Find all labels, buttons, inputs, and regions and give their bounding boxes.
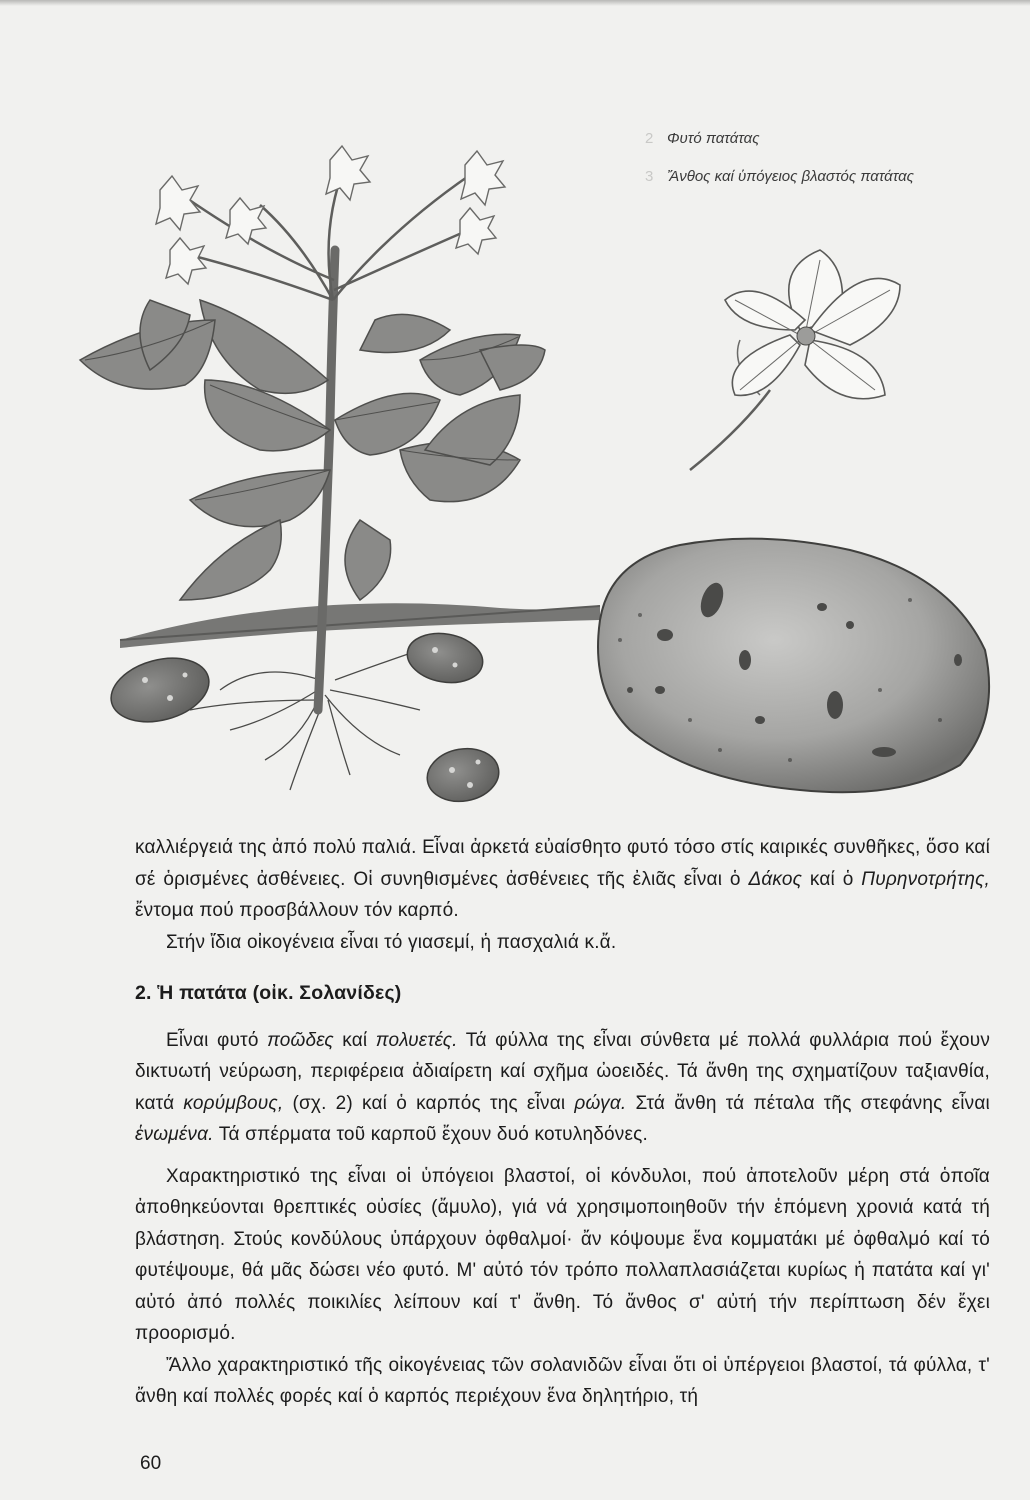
potato-paragraph xyxy=(135,1025,990,1151)
text-run: Τά φύλλα της εἶναι σύνθετα μέ πολλά φυλλάρια πού ἔχουν δικτυωτή νεύρωση, περιφέρεια ἀδιαίρετη καί σχῆμα ὠοειδές. Τά ἄνθη της σχηματίζουν ταξιανθία, κατά xyxy=(135,1029,991,1114)
intro-paragraph xyxy=(135,832,990,927)
caption-number: 2 xyxy=(645,130,654,147)
intro-line-3-mid: καί ὁ xyxy=(802,868,862,890)
potato-plant-illustration xyxy=(80,146,600,807)
term-pyrinotritis: Πυρηνοτρήτης, xyxy=(861,868,990,890)
intro-line-3-start: εἶναι ὁ xyxy=(683,868,749,890)
text-run: Εἶναι φυτό xyxy=(166,1029,268,1051)
term-corymbs: κορύμβους, xyxy=(183,1092,284,1114)
caption-text: Ἄνθος καί ὑπόγειος βλαστός πατάτας xyxy=(667,168,914,185)
term-herbaceous: ποῶδες xyxy=(267,1029,334,1051)
intro-line-2: συνθῆκες, ὅσο καί σέ ὁρισμένες ἀσθένειες. Οἱ συνηθισμένες ἀσθένειες τῆς ἐλιᾶς xyxy=(135,837,990,890)
text-run: Τά σπέρματα τοῦ καρποῦ ἔχουν δυό κοτυληδόνες. xyxy=(213,1124,648,1145)
page-number: 60 xyxy=(140,1453,162,1474)
potato-flower-illustration xyxy=(690,250,900,470)
text-run: Στά ἄνθη τά πέταλα τῆς στεφάνης εἶναι xyxy=(626,1092,990,1114)
intro-line-3-end: ἔντομα πού προσβάλλουν τόν καρπό. xyxy=(135,900,459,921)
caption-text: Φυτό πατάτας xyxy=(667,130,760,147)
characteristic-paragraph: Χαρακτηριστικό της εἶναι οἱ ὑπόγειοι βλαστοί, οἱ κόνδυλοι, πού ἀποτελοῦν μέρη στά ὁποῖα ἀποθηκεύονται θρεπτικές οὐσίες (ἄμυλο), γιά νά χρησιμοποιηθοῦν τήν ἑπόμενη χρονιά κατά τή βλάστηση. Στούς κονδύλους ὑπάρχουν ὀφθαλμοί· ἄν κόψουμε ἕνα κομματάκι μέ ὀφθαλμό καί τό φυτέψουμε, θά μᾶς δώσει νέο φυτό. Μ' αὐτό τόν τρόπο πολλαπλασιάζεται κυρίως ἡ πατάτα καί γι' αὐτό ἀπό πολλές ποικιλίες λείπουν καί τ' ἄνθη. Τό ἄνθος σ' αὐτή τήν περίπτωση δέν ἔχει προορισμό. xyxy=(135,1165,990,1344)
body-text xyxy=(135,832,990,1413)
term-berry: ρώγα. xyxy=(574,1092,627,1114)
text-run: (σχ. 2) καί ὁ καρπός της εἶναι xyxy=(283,1092,575,1114)
text-run: καί xyxy=(333,1029,376,1051)
section-title: 2. Ἡ πατάτα (οἰκ. Σολανίδες) xyxy=(135,982,402,1004)
term-perennial: πολυετές. xyxy=(375,1029,458,1051)
term-dakos: Δάκος xyxy=(748,868,803,890)
potato-tuber-illustration xyxy=(598,539,989,793)
last-paragraph: Ἄλλο χαρακτηριστικό τῆς οἰκογένειας τῶν σολανιδῶν εἶναι ὅτι οἱ ὑπέργειοι βλαστοί, τά φύλλα, τ' ἄνθη καί πολλές φορές καί ὁ καρπός περιέχουν ἕνα δηλητήριο, τή xyxy=(135,1354,990,1407)
caption-number: 3 xyxy=(645,168,654,185)
family-paragraph: Στήν ἴδια οἰκογένεια εἶναι τό γιασεμί, ἡ πασχαλιά κ.ἄ. xyxy=(166,931,617,953)
term-united: ἑνωμένα. xyxy=(135,1124,214,1145)
intro-line-1: καλλιέργειά της ἀπό πολύ παλιά. Εἶναι ἀρκετά εὐαίσθητο φυτό τόσο στίς καιρικές xyxy=(135,837,828,858)
